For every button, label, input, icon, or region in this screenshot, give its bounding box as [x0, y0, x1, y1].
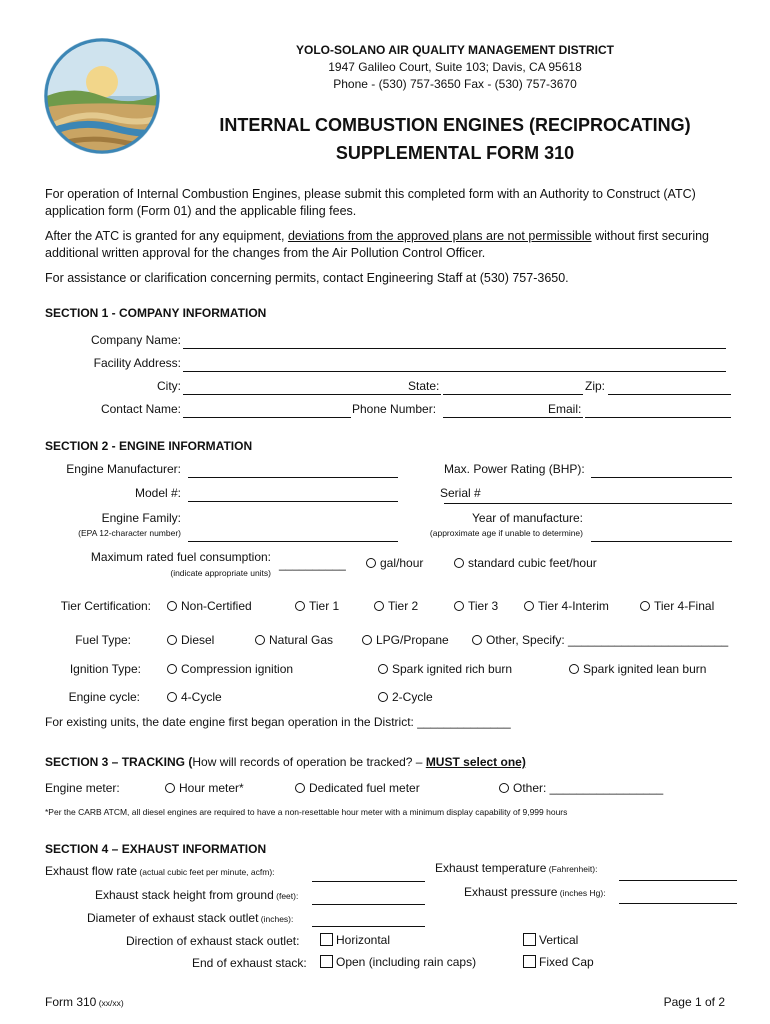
- contact-name-label: Contact Name:: [100, 402, 181, 416]
- intro-paragraph-1: For operation of Internal Combustion Engines, please submit this completed form with an Authority to Construct (ATC) application form (Form 01) and the applicable filing fees.: [45, 187, 696, 218]
- unit-scf-hour-option[interactable]: standard cubic feet/hour: [454, 556, 597, 570]
- year-manufacture-field[interactable]: [591, 541, 732, 542]
- radio-icon: [454, 601, 464, 611]
- intro-paragraph-3: For assistance or clarification concerning permits, contact Engineering Staff at (530) 757-3650.: [45, 271, 569, 285]
- email-label: Email:: [548, 402, 582, 416]
- radio-icon: [472, 635, 482, 645]
- existing-units-date[interactable]: For existing units, the date engine first began operation in the District: ______________: [45, 715, 511, 729]
- zip-label: Zip:: [585, 379, 606, 393]
- state-field[interactable]: [443, 394, 583, 395]
- ignition-type-label: Ignition Type:: [69, 662, 141, 676]
- form-title: INTERNAL COMBUSTION ENGINES (RECIPROCATING): [219, 115, 691, 135]
- radio-icon: [167, 601, 177, 611]
- serial-label: Serial #: [440, 486, 481, 500]
- year-manufacture-label: Year of manufacture:: [472, 511, 583, 525]
- radio-icon: [640, 601, 650, 611]
- checkbox-icon: [320, 955, 333, 968]
- fuel-diesel-option[interactable]: Diesel: [167, 633, 214, 647]
- state-label: State:: [408, 379, 440, 393]
- max-power-label: Max. Power Rating (BHP):: [444, 462, 585, 476]
- exhaust-pressure-label: Exhaust pressure (inches Hg):: [464, 885, 606, 899]
- tier-1-option[interactable]: Tier 1: [295, 599, 339, 613]
- page-number: Page 1 of 2: [663, 995, 725, 1009]
- org-phone: Phone - (530) 757-3650 Fax - (530) 757-3670: [333, 77, 577, 91]
- phone-number-label: Phone Number:: [352, 402, 437, 416]
- checkbox-icon: [320, 933, 333, 946]
- engine-meter-label: Engine meter:: [45, 781, 120, 795]
- exhaust-temperature-field[interactable]: [619, 880, 737, 881]
- section-4-heading: SECTION 4 – EXHAUST INFORMATION: [45, 842, 267, 856]
- max-power-field[interactable]: [591, 477, 732, 478]
- district-logo: [42, 36, 162, 156]
- end-fixed-cap-checkbox[interactable]: Fixed Cap: [523, 955, 594, 969]
- exhaust-stack-height-field[interactable]: [312, 904, 425, 905]
- unit-gal-hour-option[interactable]: gal/hour: [366, 556, 423, 570]
- direction-horizontal-checkbox[interactable]: Horizontal: [320, 933, 390, 947]
- deviation-warning: deviations from the approved plans are not permissible: [287, 229, 592, 243]
- intro-paragraph-2: After the ATC is granted for any equipment, deviations from the approved plans are not permissible without first securing additional written approval for the changes from the Air Pollution Control Officer.: [45, 229, 710, 260]
- engine-manufacturer-label: Engine Manufacturer:: [66, 462, 181, 476]
- contact-name-field[interactable]: [183, 417, 351, 418]
- fuel-consumption-label: Maximum rated fuel consumption:: [90, 550, 271, 564]
- fuel-consumption-note: (indicate appropriate units): [170, 568, 271, 578]
- direction-vertical-checkbox[interactable]: Vertical: [523, 933, 578, 947]
- engine-family-note: (EPA 12-character number): [78, 528, 181, 538]
- model-label: Model #:: [134, 486, 181, 500]
- company-name-field[interactable]: [183, 348, 726, 349]
- radio-icon: [295, 783, 305, 793]
- ignition-compression-option[interactable]: Compression ignition: [167, 662, 293, 676]
- exhaust-pressure-field[interactable]: [619, 903, 737, 904]
- ignition-rich-burn-option[interactable]: Spark ignited rich burn: [378, 662, 512, 676]
- tier-non-certified-option[interactable]: Non-Certified: [167, 599, 252, 613]
- phone-number-field[interactable]: [443, 417, 583, 418]
- exhaust-stack-diameter-field[interactable]: [312, 926, 425, 927]
- checkbox-icon: [523, 955, 536, 968]
- exhaust-direction-label: Direction of exhaust stack outlet:: [126, 934, 300, 948]
- cycle-4-option[interactable]: 4-Cycle: [167, 690, 222, 704]
- radio-icon: [366, 558, 376, 568]
- exhaust-flow-label: Exhaust flow rate (actual cubic feet per minute, acfm):: [45, 864, 275, 878]
- tier-2-option[interactable]: Tier 2: [374, 599, 418, 613]
- exhaust-end-label: End of exhaust stack:: [192, 956, 307, 970]
- facility-address-label: Facility Address:: [93, 356, 181, 370]
- exhaust-stack-height-label: Exhaust stack height from ground (feet):: [95, 888, 299, 902]
- radio-icon: [499, 783, 509, 793]
- other-meter-option[interactable]: Other: _________________: [499, 781, 663, 795]
- radio-icon: [378, 692, 388, 702]
- dedicated-fuel-meter-option[interactable]: Dedicated fuel meter: [295, 781, 420, 795]
- tier-4-final-option[interactable]: Tier 4-Final: [640, 599, 714, 613]
- checkbox-icon: [523, 933, 536, 946]
- radio-icon: [167, 635, 177, 645]
- fuel-type-label: Fuel Type:: [75, 633, 131, 647]
- form-subtitle: SUPPLEMENTAL FORM 310: [335, 143, 575, 163]
- fuel-lpg-propane-option[interactable]: LPG/Propane: [362, 633, 449, 647]
- section-2-heading: SECTION 2 - ENGINE INFORMATION: [45, 439, 253, 453]
- engine-manufacturer-field[interactable]: [188, 477, 398, 478]
- form-number: Form 310 (xx/xx): [45, 995, 124, 1009]
- radio-icon: [167, 664, 177, 674]
- fuel-natural-gas-option[interactable]: Natural Gas: [255, 633, 333, 647]
- end-open-checkbox[interactable]: Open (including rain caps): [320, 955, 476, 969]
- radio-icon: [362, 635, 372, 645]
- facility-address-field[interactable]: [183, 371, 726, 372]
- org-address: 1947 Galileo Court, Suite 103; Davis, CA 95618: [328, 60, 582, 74]
- engine-family-label: Engine Family:: [101, 511, 181, 525]
- radio-icon: [255, 635, 265, 645]
- radio-icon: [524, 601, 534, 611]
- year-manufacture-note: (approximate age if unable to determine): [429, 528, 583, 538]
- cycle-2-option[interactable]: 2-Cycle: [378, 690, 433, 704]
- exhaust-flow-field[interactable]: [312, 881, 425, 882]
- city-label: City:: [157, 379, 181, 393]
- tier-certification-label: Tier Certification:: [60, 599, 151, 613]
- ignition-lean-burn-option[interactable]: Spark ignited lean burn: [569, 662, 706, 676]
- city-field[interactable]: [183, 394, 441, 395]
- email-field[interactable]: [585, 417, 731, 418]
- fuel-other-option[interactable]: Other, Specify: ________________________: [472, 633, 728, 647]
- org-name: YOLO-SOLANO AIR QUALITY MANAGEMENT DISTRICT: [296, 43, 614, 57]
- tier-4-interim-option[interactable]: Tier 4-Interim: [524, 599, 609, 613]
- carb-atcm-footnote: *Per the CARB ATCM, all diesel engines are required to have a non-resettable hour meter with a minimum display capability of 9,999 hours: [45, 807, 568, 817]
- radio-icon: [374, 601, 384, 611]
- company-name-label: Company Name:: [90, 333, 181, 347]
- hour-meter-option[interactable]: Hour meter*: [165, 781, 244, 795]
- serial-field[interactable]: [444, 503, 732, 504]
- radio-icon: [378, 664, 388, 674]
- radio-icon: [167, 692, 177, 702]
- engine-cycle-label: Engine cycle:: [68, 690, 140, 704]
- fuel-consumption-field[interactable]: __________: [279, 557, 346, 571]
- section-3-heading: SECTION 3 – TRACKING (How will records of operation be tracked? – MUST select one): [45, 755, 526, 769]
- exhaust-temperature-label: Exhaust temperature (Fahrenheit):: [435, 861, 598, 875]
- exhaust-stack-diameter-label: Diameter of exhaust stack outlet (inches):: [87, 911, 294, 925]
- radio-icon: [454, 558, 464, 568]
- tier-3-option[interactable]: Tier 3: [454, 599, 498, 613]
- engine-family-field[interactable]: [188, 541, 398, 542]
- radio-icon: [295, 601, 305, 611]
- radio-icon: [165, 783, 175, 793]
- model-field[interactable]: [188, 501, 398, 502]
- radio-icon: [569, 664, 579, 674]
- zip-field[interactable]: [608, 394, 731, 395]
- section-1-heading: SECTION 1 - COMPANY INFORMATION: [45, 306, 267, 320]
